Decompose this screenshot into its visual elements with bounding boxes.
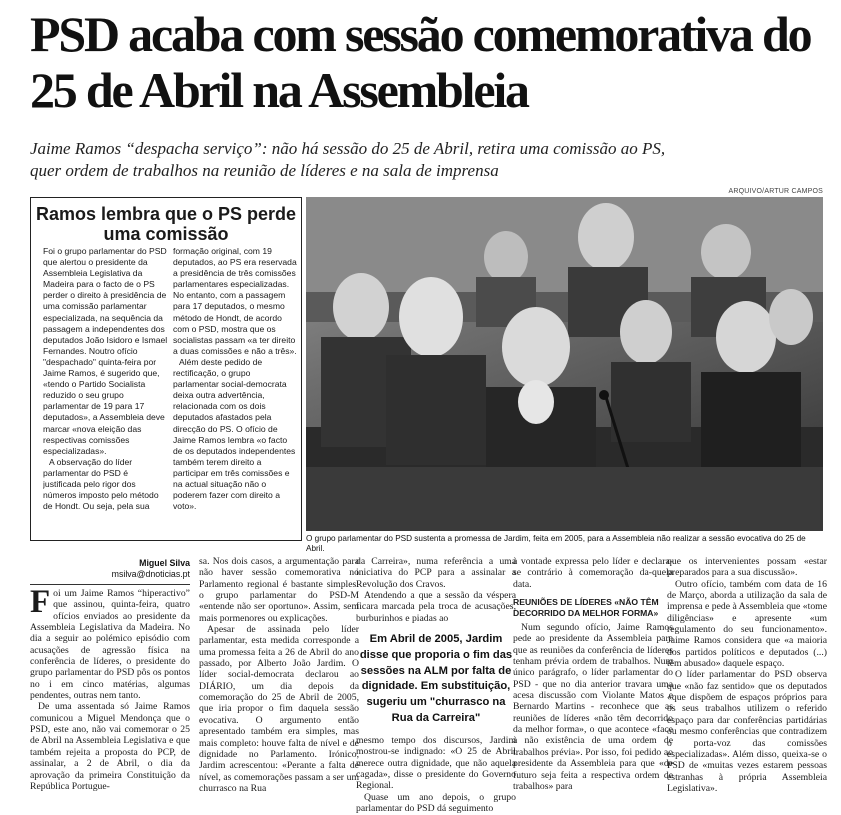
article-paragraph: Quase um ano depois, o grupo parlamentar do PSD dá seguimento bbox=[356, 791, 516, 814]
sidebar-column-1 bbox=[43, 246, 168, 536]
pull-quote: Em Abril de 2005, Jardim disse que proporia o fim das sessões na ALM por falta de dignidade. Em substituição, sugeriu um "churrasco na Rua da Carreira" bbox=[359, 633, 513, 725]
paragraph-text: oi um Jaime Ramos “hiperactivo” que assinou, quinta-feira, quatro ofícios enviados ao presidente da Assembleia Legislativa da Madeira. No dia a seguir ao polémico episódio com acusações de agressão física na conferência de líderes, o presidente do grupo parlamentar do PSD pôs os pontos no i em cinco matérias, algumas pendentes, outras nem tanto. bbox=[30, 588, 190, 702]
article-paragraph: à vontade expressa pelo líder e declara-se contrário à comemoração da-quela data. bbox=[513, 556, 673, 590]
article-paragraph: sa. Nos dois casos, a argumentação para não haver sessão comemorativa no Parlamento regional é bastante simples: o grupo parlamentar do PSD-M «entende não ser oportuno». Assim, sem mais pormenores ou explicações. bbox=[199, 556, 359, 624]
article-paragraph: De uma assentada só Jaime Ramos comunicou a Miguel Mendonça que o PSD, este ano, não vai comemorar o 25 de Abril na Assembleia Legislativa e que também rejeita a proposta do PCP, de assinalar, a 2 de Abril, o dia da aprovação da primeira Constituição da República Portugue- bbox=[30, 701, 190, 792]
byline-divider bbox=[30, 584, 190, 585]
sidebar-paragraph: Além deste pedido de rectificação, o grupo parlamentar social-democrata deixa outra advertência, relacionada com os dois deputados afastados pela direcção do PS. O ofício de Jaime Ramos lembra «o facto de os deputados independentes também terem direito a participar em três comissões e na actual situação não o poderem fazer com direito a voto». bbox=[173, 356, 296, 512]
section-subhead: REUNIÕES DE LÍDERES «NÃO TÊM DECORRIDO DA MELHOR FORMA» bbox=[513, 597, 659, 619]
article-paragraph: da Carreira», numa referência a uma iniciativa do PCP para a assinalar a Revolução dos Cravos. bbox=[356, 556, 516, 590]
photo-caption: O grupo parlamentar do PSD sustenta a promessa de Jardim, feita em 2005, para a Assembleia não realizar a sessão evocativa do 25 de Abril. bbox=[306, 534, 806, 553]
article-column-1 bbox=[30, 588, 190, 815]
sidebar-paragraph: Foi o grupo parlamentar do PSD que alertou o presidente da Assembleia Legislativa da Madeira para o facto de o PS perder o direito à presidência de uma comissão parlamentar especializada, na sequência da passagem a independentes dos deputados João Isidoro e Ismael Fernandes. Noutro ofício "despachado" quinta-feira por Jaime Ramos, é sugerido que, «tendo o Partido Socialista reduzido o seu grupo parlamentar de 19 para 17 deputados», a Assembleia deve marcar «nova eleição das respectivas comissões especializadas». bbox=[43, 246, 168, 456]
article-paragraph: Apesar de assinada pelo líder parlamentar, esta medida corresponde a uma promessa feita a 26 de Abril do ano passado, por Alberto João Jardim. O líder social-democrata declarou ao DIÁRIO, um dia depois da comemoração do 25 de Abril de 2005, que iria propor o fim daquela sessão evocativa. O argumento então apresentado também era simples, mas mais completo: houve falta de nível e de dignidade no Parlamento. Irónico, Jardim acrescentou: «Perante a falta de nível, as comemorações passam a ser um churrasco na Rua bbox=[199, 624, 359, 794]
photo-illustration bbox=[306, 197, 823, 531]
article-paragraph: Atendendo a que a sessão da véspera ficara marcada pela troca de acusações, burburinhos e piadas ao bbox=[356, 590, 516, 624]
headline: PSD acaba com sessão comemorativa do 25 de Abril na Assembleia bbox=[30, 6, 811, 118]
author-name: Miguel Silva bbox=[139, 558, 190, 568]
article-column-5 bbox=[667, 556, 827, 815]
author-email[interactable]: msilva@dnoticias.pt bbox=[111, 569, 190, 579]
article-paragraph: mesmo tempo dos discursos, Jardim mostrou-se indignado: «O 25 de Abril merece outra dignidade, que não aquela cagada», disse o presidente do Governo Regional. bbox=[356, 734, 516, 792]
article-paragraph bbox=[30, 588, 190, 701]
article-paragraph: que os intervenientes possam «estar preparados para a sua discussão». bbox=[667, 556, 827, 579]
sidebar-paragraph: formação original, com 19 deputados, ao PS era reservada a presidência de três comissões parlamentares especializadas. No entanto, com a passagem para 17 deputados, o mesmo método de Hondt, de acordo com o PSD, mostra que os socialistas passam «a ter direito a duas comissões e não a três». bbox=[173, 246, 297, 356]
deck-subtitle: Jaime Ramos “despacha serviço”: não há sessão do 25 de Abril, retira uma comissão ao PS, quer ordem de trabalhos na reunião de líderes e na sala de imprensa bbox=[30, 139, 666, 180]
article-column-3 bbox=[356, 556, 516, 815]
article-column-2 bbox=[199, 556, 359, 815]
sidebar-box bbox=[30, 197, 302, 541]
parliament-photo bbox=[306, 197, 823, 531]
sidebar-column-2 bbox=[173, 246, 298, 536]
sidebar-title: Ramos lembra que o PS perde uma comissão bbox=[35, 204, 297, 244]
photo-credit: ARQUIVO/ARTUR CAMPOS bbox=[728, 188, 823, 195]
article-paragraph: O líder parlamentar do PSD observa que «não faz sentido» que os deputados «que dispõem de espaços próprios para os seus trabalhos utilizem o referido espaço para dar conferências partidárias ou mesmo conferências que contradizem o porta-voz das comissões especializadas». Além disso, queixa-se o PSD de «muitas vezes estarem pessoas estranhas à própria Assembleia Legislativa». bbox=[667, 669, 827, 794]
article-column-4 bbox=[513, 556, 673, 815]
article-paragraph: Outro ofício, também com data de 16 de Março, aborda a utilização da sala de imprensa e pede à Assembleia que «tome diligências» e apresente «um regulamento do seu funcionamento». Jaime Ramos considera que «a maioria dos partidos políticos e deputados (...) têm abusado» daquele espaço. bbox=[667, 578, 827, 670]
sidebar-paragraph: A observação do líder parlamentar do PSD é justificada pelo rigor dos números imposto pelo método de Hondt. Ou seja, pela sua bbox=[43, 456, 159, 512]
dropcap: F bbox=[30, 588, 51, 620]
article-paragraph: Num segundo ofício, Jaime Ramos pede ao presidente da Assembleia para que as reuniões da conferência de líderes tenham prévia ordem de trabalhos. Num único parágrafo, o líder parlamentar do PSD - que no dia anterior travara uma acesa discussão com Violante Matos e Bernardo Martins - reconhece que as reuniões de líderes «não têm decorrido da melhor forma», o que acontece «face à não existência de uma ordem de trabalhos prévia». Por isso, foi pedido ao presidente da Assembleia para que «de futuro seja feita a respectiva ordem de trabalhos» para bbox=[513, 622, 673, 792]
byline bbox=[30, 558, 190, 580]
